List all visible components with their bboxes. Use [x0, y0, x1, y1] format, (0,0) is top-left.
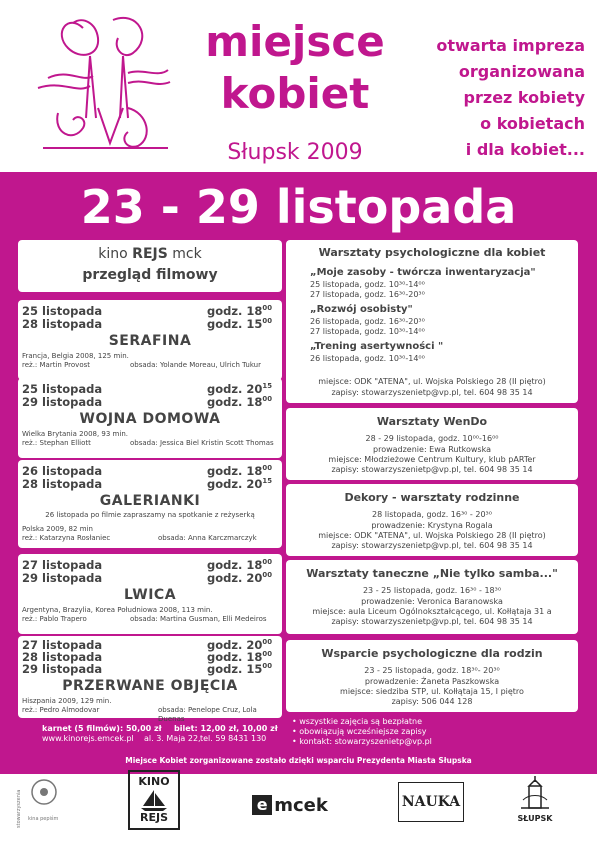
workshop-title: Wsparcie psychologiczne dla rodzin	[321, 647, 543, 660]
title-line-1: miejsce	[205, 17, 385, 66]
film-time-text: godz. 18	[206, 395, 263, 409]
workshop-dance	[286, 560, 578, 634]
ticket-price: bilet: 12,00 zł, 10,00 zł	[174, 724, 278, 733]
tagline-line: organizowana	[458, 62, 585, 81]
sailboat-icon	[139, 788, 169, 812]
workshop-signup: zapisy: stowarzyszenietp@vp.pl, tel. 604 98 35 14	[331, 388, 533, 397]
film-time-sup: 00	[262, 662, 272, 671]
film-time	[207, 464, 272, 478]
film-time	[207, 395, 272, 409]
film-date: 29 listopada	[22, 662, 103, 676]
workshop-line: 23 - 25 listopada, godz. 16³⁰ - 18³⁰	[362, 586, 502, 595]
note-text: obowiązują wcześniejsze zapisy	[299, 727, 427, 736]
kino-header	[18, 246, 282, 262]
karnet-price: karnet (5 filmów): 50,00 zł	[42, 724, 162, 733]
workshop-title: Dekory - warsztaty rodzinne	[344, 491, 520, 504]
workshop-line: 23 - 25 listopada, godz. 18³⁰- 20³⁰	[364, 666, 500, 675]
film-time	[207, 477, 272, 491]
note-text: wszystkie zajęcia są bezpłatne	[299, 717, 423, 726]
film-date: 29 listopada	[22, 571, 103, 585]
kino-header-pre: kino	[98, 246, 133, 262]
film-card	[18, 636, 282, 723]
workshop-line: miejsce: aula Liceum Ogólnokształcącego, ul. Kołłątaja 31 a	[312, 607, 552, 616]
note-item: • obowiązują wcześniejsze zapisy	[292, 727, 427, 736]
workshop-line: prowadzenie: Ewa Rutkowska	[373, 445, 491, 454]
slupsk-logo	[510, 770, 560, 826]
workshop-line: 28 listopada, godz. 16³⁰ - 20³⁰	[372, 510, 492, 519]
film-info: Argentyna, Brazylia, Korea Południowa 2008, 113 min.	[22, 606, 213, 614]
film-card	[18, 554, 282, 634]
film-title: LWICA	[123, 587, 177, 603]
workshop-line: miejsce: ODK "ATENA", ul. Wojska Polskiego 28 (II piętro)	[318, 531, 546, 540]
workshop-line: prowadzenie: Żaneta Paszkowska	[364, 677, 500, 686]
film-director: reż.: Katarzyna Rosłaniec	[22, 534, 111, 542]
kino-header-box	[18, 240, 282, 292]
film-time-sup: 00	[262, 558, 272, 567]
kino-rejs-logo	[128, 770, 180, 830]
film-title: WOJNA DOMOWA	[79, 411, 221, 427]
film-date: 25 listopada	[22, 304, 103, 318]
film-info: Polska 2009, 82 min	[22, 525, 93, 533]
workshop-wendo	[286, 408, 578, 480]
kino-logo-bottom: REJS	[140, 811, 168, 824]
kino-address: al. 3. Maja 22,	[144, 734, 201, 743]
film-time-text: godz. 18	[206, 650, 263, 664]
film-cast: obsada: Martina Gusman, Elli Medeiros	[130, 615, 267, 623]
film-info: Hiszpania 2009, 129 min.	[22, 697, 112, 705]
workshop-item-line: 27 listopada, godz. 16³⁰-20³⁰	[310, 290, 425, 299]
nauka-logo-text: NAUKA	[401, 794, 461, 810]
film-cast: obsada: Yolande Moreau, Ulrich Tukur	[130, 361, 261, 369]
film-time	[207, 317, 272, 331]
nauka-logo	[398, 782, 464, 822]
tagline	[395, 33, 585, 163]
film-time-sup: 00	[262, 571, 272, 580]
film-cast: obsada: Jessica Biel Kristin Scott Thomas	[130, 439, 274, 447]
film-info: Wielka Brytania 2008, 93 min.	[22, 430, 128, 438]
workshop-line: prowadzenie: Krystyna Rogala	[371, 521, 493, 530]
film-time-sup: 00	[262, 317, 272, 326]
stowarzyszenie-label: kina pepiśm	[28, 816, 59, 822]
film-director: reż.: Pedro Almodovar	[22, 706, 100, 714]
workshop-psych	[286, 240, 578, 403]
workshop-item-line: 27 listopada, godz. 10³⁰-14⁰⁰	[310, 327, 425, 336]
tagline-line: przez kobiety	[463, 88, 585, 107]
film-date: 28 listopada	[22, 650, 103, 664]
workshop-item-name: „Moje zasoby - twórcza inwentaryzacja"	[310, 267, 536, 278]
film-time-text: godz. 15	[206, 317, 263, 331]
workshop-item-line: 25 listopada, godz. 10³⁰-14⁰⁰	[310, 280, 425, 289]
emcek-logo-text: mcek	[274, 794, 328, 816]
film-time-text: godz. 15	[206, 662, 263, 676]
film-director: reż.: Pablo Trapero	[22, 615, 87, 623]
workshop-line: zapisy: stowarzyszenietp@vp.pl, tel. 604 98 35 14	[331, 541, 533, 550]
sponsor-line: Miejsce Kobiet zorganizowane zostało dzięki wsparciu Prezydenta Miasta Słupska	[125, 756, 472, 765]
film-director: reż.: Martin Provost	[22, 361, 90, 369]
film-note: 26 listopada po filmie zapraszamy na spotkanie z reżyserką	[45, 511, 255, 519]
emcek-logo-e: e	[252, 795, 272, 815]
date-heading: 23 - 29 listopada	[80, 180, 517, 234]
stowarzyszenie-logo	[14, 772, 64, 828]
film-time	[207, 571, 272, 585]
note-item: • kontakt: stowarzyszenietp@vp.pl	[292, 737, 432, 746]
tower-icon	[515, 774, 555, 814]
film-time-text: godz. 18	[206, 304, 263, 318]
stowarzyszenie-label-vertical: stowarzyszenia	[16, 789, 22, 828]
film-info: Francja, Belgia 2008, 125 min.	[22, 352, 129, 360]
workshop-support	[286, 640, 578, 712]
film-date: 28 listopada	[22, 317, 103, 331]
kino-website[interactable]: www.kinorejs.emcek.pl	[42, 734, 134, 743]
miejsce-kobiet-logo	[28, 8, 178, 158]
film-date: 28 listopada	[22, 477, 103, 491]
film-time-sup: 15	[262, 382, 272, 391]
film-time-sup: 00	[262, 638, 272, 647]
workshop-title: Warsztaty taneczne „Nie tylko samba..."	[306, 567, 558, 580]
kino-header-bold: REJS	[132, 246, 168, 262]
tagline-line: o kobietach	[480, 114, 585, 133]
film-date: 29 listopada	[22, 395, 103, 409]
film-time	[207, 304, 272, 318]
workshop-dekory	[286, 484, 578, 556]
workshop-line: miejsce: siedziba STP, ul. Kołłątaja 15, I piętro	[340, 687, 524, 696]
film-time-text: godz. 18	[206, 464, 263, 478]
film-title: SERAFINA	[108, 333, 192, 349]
film-time	[207, 382, 272, 396]
kino-header-post: mck	[167, 246, 202, 262]
workshop-item-name: „Rozwój osobisty"	[310, 304, 413, 315]
film-date: 27 listopada	[22, 558, 103, 572]
film-date: 25 listopada	[22, 382, 103, 396]
workshop-title: Warsztaty psychologiczne dla kobiet	[318, 246, 546, 259]
slupsk-logo-text: SŁUPSK	[517, 813, 553, 823]
film-director: reż.: Stephan Elliott	[22, 439, 91, 447]
film-time-text: godz. 20	[206, 571, 263, 585]
workshop-title: Warsztaty WenDo	[376, 415, 488, 428]
workshop-line: zapisy: stowarzyszenietp@vp.pl, tel. 604 98 35 14	[331, 617, 533, 626]
workshop-line: zapisy: stowarzyszenietp@vp.pl, tel. 604 98 35 14	[331, 465, 533, 474]
film-card	[18, 460, 282, 548]
kino-phone: tel. 59 8431 130	[200, 734, 267, 743]
film-card	[18, 300, 282, 380]
film-time-sup: 00	[262, 395, 272, 404]
emcek-logo	[240, 790, 340, 820]
kino-logo-top: KINO	[138, 775, 170, 788]
note-text: kontakt: stowarzyszenietp@vp.pl	[299, 737, 432, 746]
tagline-line: otwarta impreza	[436, 36, 585, 55]
film-time-sup: 15	[262, 477, 272, 486]
workshop-line: zapisy: 506 044 128	[391, 697, 473, 706]
film-time-sup: 00	[262, 304, 272, 313]
film-time	[207, 662, 272, 676]
workshop-item-line: 26 listopada, godz. 10³⁰-14⁰⁰	[310, 354, 425, 363]
workshop-line: 28 - 29 listopada, godz. 10⁰⁰-16⁰⁰	[365, 434, 499, 443]
film-title: GALERIANKI	[99, 493, 201, 509]
film-title: PRZERWANE OBJĘCIA	[62, 678, 238, 694]
note-item: • wszystkie zajęcia są bezpłatne	[292, 717, 423, 726]
kino-subheader: przegląd filmowy	[82, 267, 218, 283]
film-time-sup: 00	[262, 464, 272, 473]
film-card	[18, 378, 282, 458]
workshop-item-line: 26 listopada, godz. 16³⁰-20³⁰	[310, 317, 425, 326]
film-time-text: godz. 20	[206, 382, 263, 396]
city-year: Słupsk 2009	[227, 140, 363, 165]
film-time	[207, 558, 272, 572]
film-time-text: godz. 20	[206, 477, 263, 491]
film-time-text: godz. 20	[206, 638, 263, 652]
workshop-notes	[292, 717, 432, 747]
workshop-line: miejsce: Młodzieżowe Centrum Kultury, klub pARTer	[328, 455, 536, 464]
film-cast: obsada: Penelope Cruz, Lola Duenas	[158, 706, 257, 723]
film-cast: obsada: Anna Karczmarczyk	[158, 534, 257, 542]
title-line-2: kobiet	[220, 69, 370, 118]
film-time-sup: 00	[262, 650, 272, 659]
film-time-text: godz. 18	[206, 558, 263, 572]
tagline-line: i dla kobiet...	[465, 140, 585, 159]
workshop-place: miejsce: ODK "ATENA", ul. Wojska Polskiego 28 (II piętro)	[318, 377, 546, 386]
workshop-line: prowadzenie: Veronica Baranowska	[361, 597, 503, 606]
film-date: 26 listopada	[22, 464, 103, 478]
film-date: 27 listopada	[22, 638, 103, 652]
workshop-item-name: „Trening asertywności "	[310, 341, 444, 352]
